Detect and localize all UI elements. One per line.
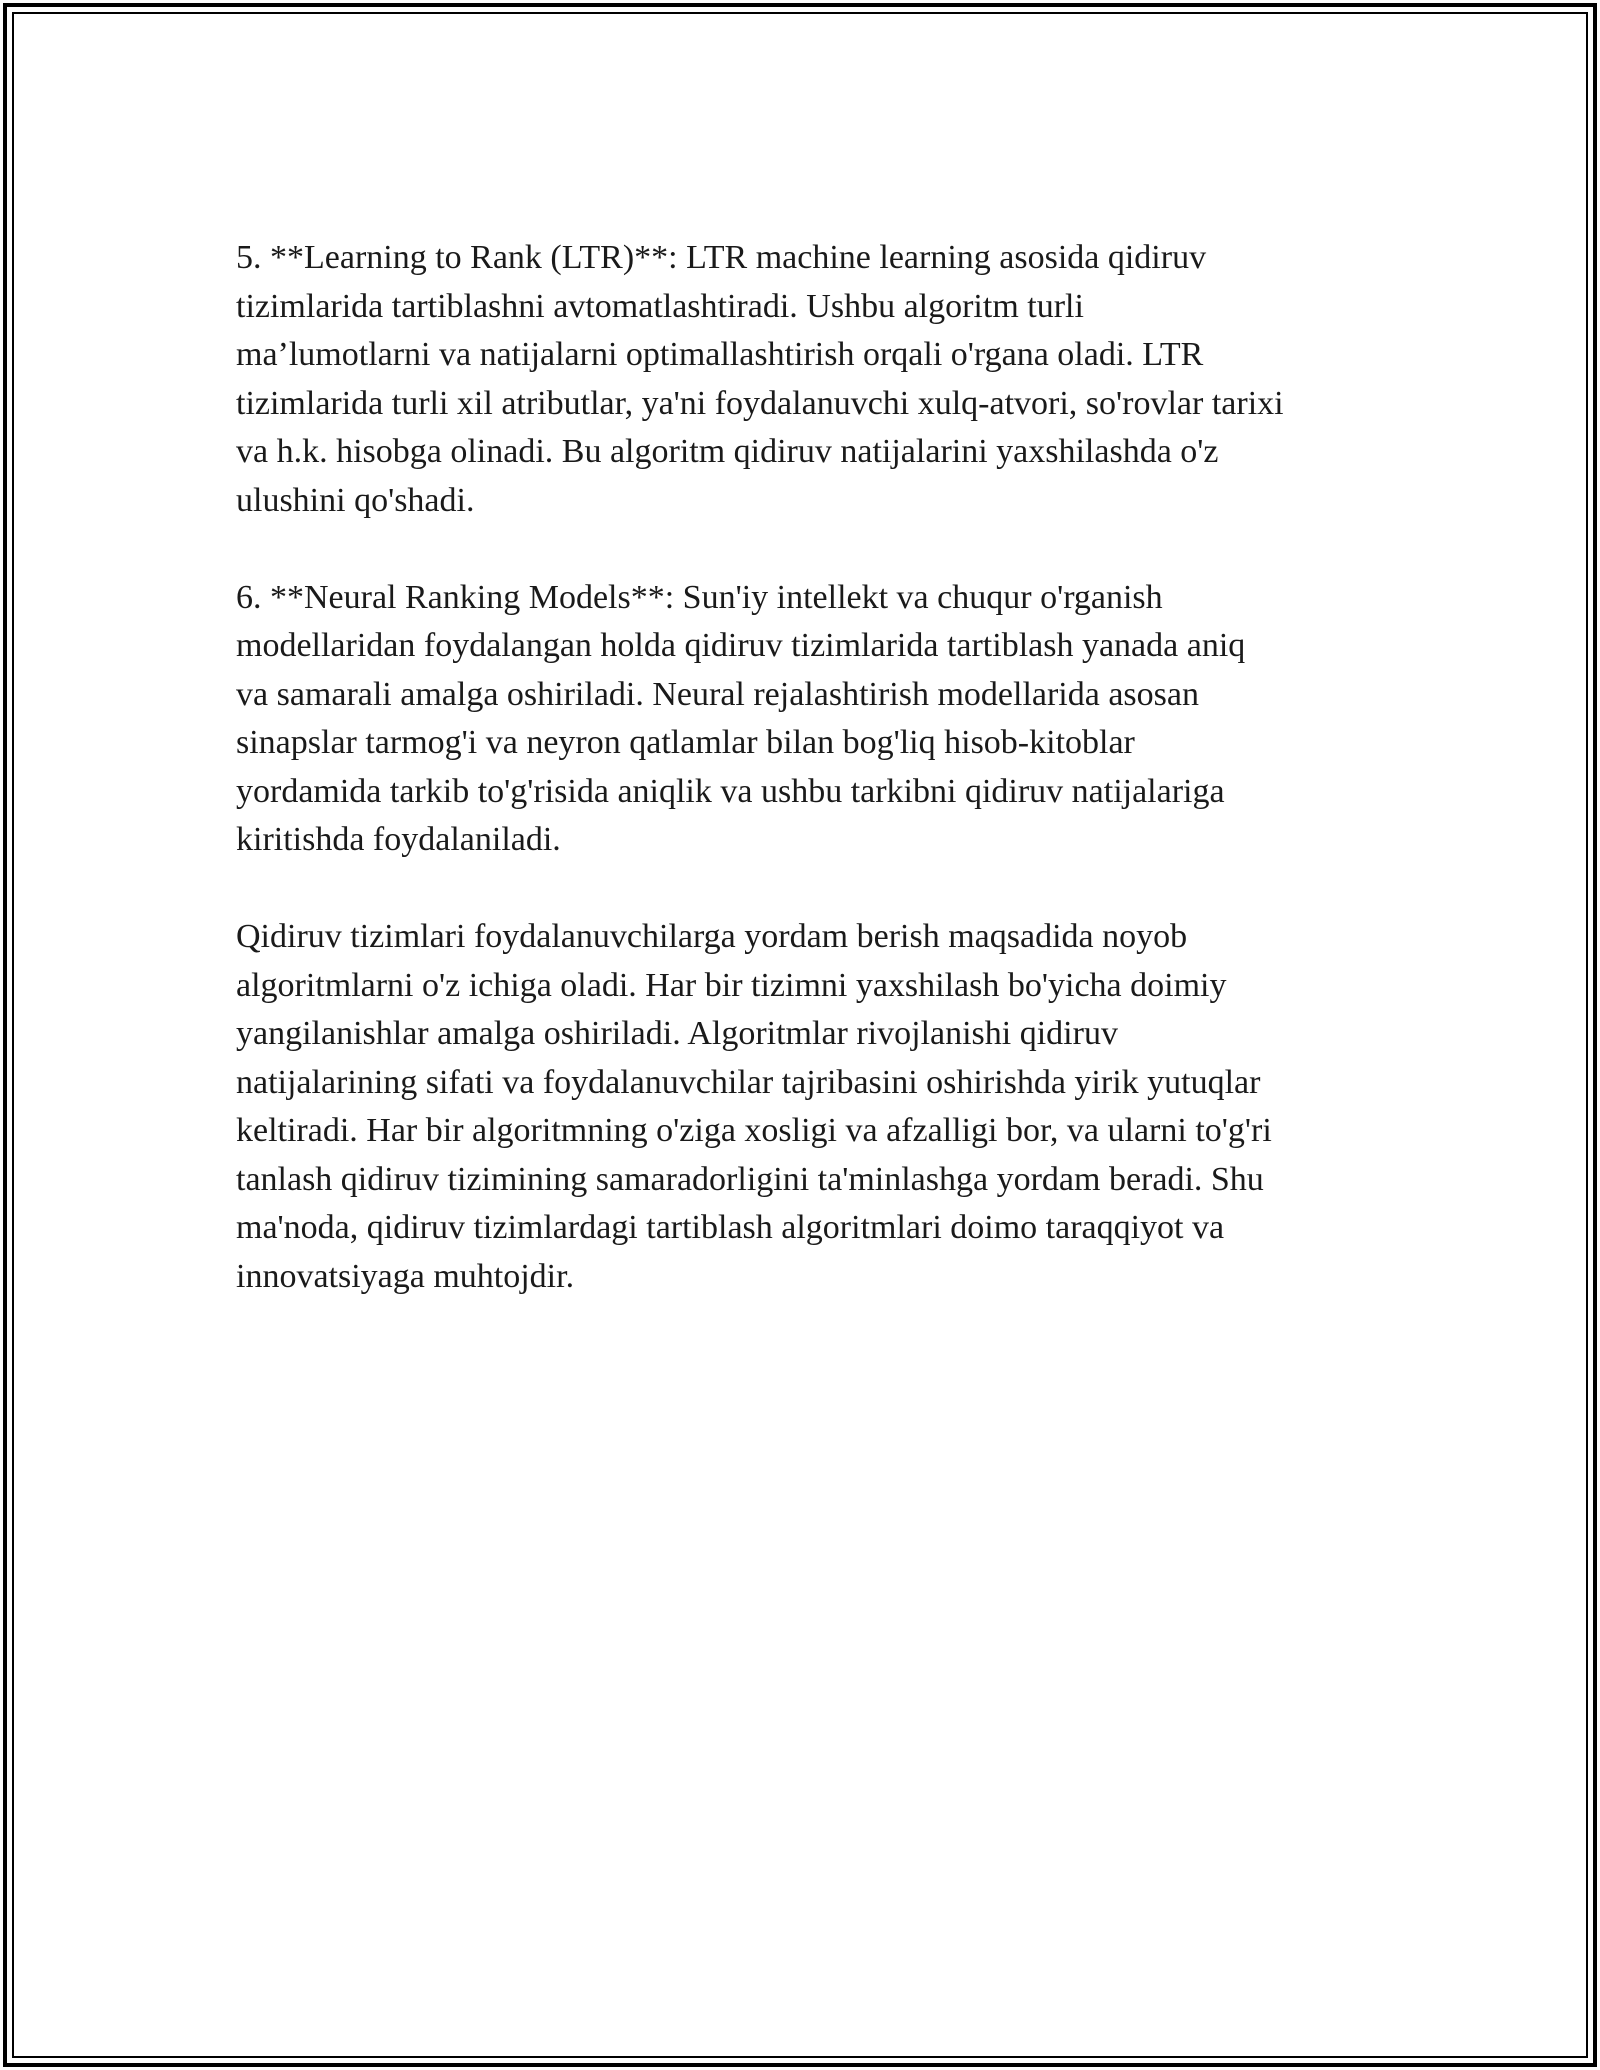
text-line: va h.k. hisobga olinadi. Bu algoritm qidiruv natijalarini yaxshilashda o'z xyxy=(236,433,1219,470)
document-body xyxy=(236,234,1376,1350)
text-line: ma'noda, qidiruv tizimlardagi tartiblash algoritmlari doimo taraqqiyot va xyxy=(236,1209,1225,1246)
text-line: yangilanishlar amalga oshiriladi. Algoritmlar rivojlanishi qidiruv xyxy=(236,1015,1118,1052)
text-line: tizimlarida tartiblashni avtomatlashtiradi. Ushbu algoritm turli xyxy=(236,287,1084,325)
paragraph-conclusion xyxy=(236,913,1376,1301)
text-line: sinapslar tarmog'i va neyron qatlamlar bilan bog'liq hisob-kitoblar xyxy=(236,724,1135,761)
text-line: ulushini qo'shadi. xyxy=(236,481,475,519)
text-line: natijalarining sifati va foydalanuvchilar tajribasini oshirishda yirik yutuqlar xyxy=(236,1063,1261,1101)
text-line: tizimlarida turli xil atributlar, ya'ni foydalanuvchi xulq-atvori, so'rovlar tarixi xyxy=(236,384,1284,422)
text-line: algoritmlarni o'z ichiga oladi. Har bir tizimni yaxshilash bo'yicha doimiy xyxy=(236,966,1227,1004)
text-line: ma’lumotlarni va natijalarni optimallashtirish orqali o'rgana oladi. LTR xyxy=(236,336,1204,373)
text-line: 6. **Neural Ranking Models**: Sun'iy intellekt va chuqur o'rganish xyxy=(236,578,1163,616)
text-line: kiritishda foydalaniladi. xyxy=(236,821,561,858)
paragraph-neural-ranking-models xyxy=(236,574,1376,865)
text-line: Qidiruv tizimlari foydalanuvchilarga yordam berish maqsadida noyob xyxy=(236,918,1188,955)
paragraph-learning-to-rank xyxy=(236,234,1376,525)
text-line: 5. **Learning to Rank (LTR)**: LTR machine learning asosida qidiruv xyxy=(236,239,1207,276)
text-line: innovatsiyaga muhtojdir. xyxy=(236,1257,575,1295)
text-line: tanlash qidiruv tizimining samaradorligini ta'minlashga yordam beradi. Shu xyxy=(236,1160,1264,1198)
text-line: va samarali amalga oshiriladi. Neural rejalashtirish modellarida asosan xyxy=(236,675,1199,713)
text-line: yordamida tarkib to'g'risida aniqlik va ushbu tarkibni qidiruv natijalariga xyxy=(236,772,1225,810)
text-line: modellaridan foydalangan holda qidiruv tizimlarida tartiblash yanada aniq xyxy=(236,627,1246,664)
text-line: keltiradi. Har bir algoritmning o'ziga xosligi va afzalligi bor, va ularni to'g'ri xyxy=(236,1112,1272,1149)
